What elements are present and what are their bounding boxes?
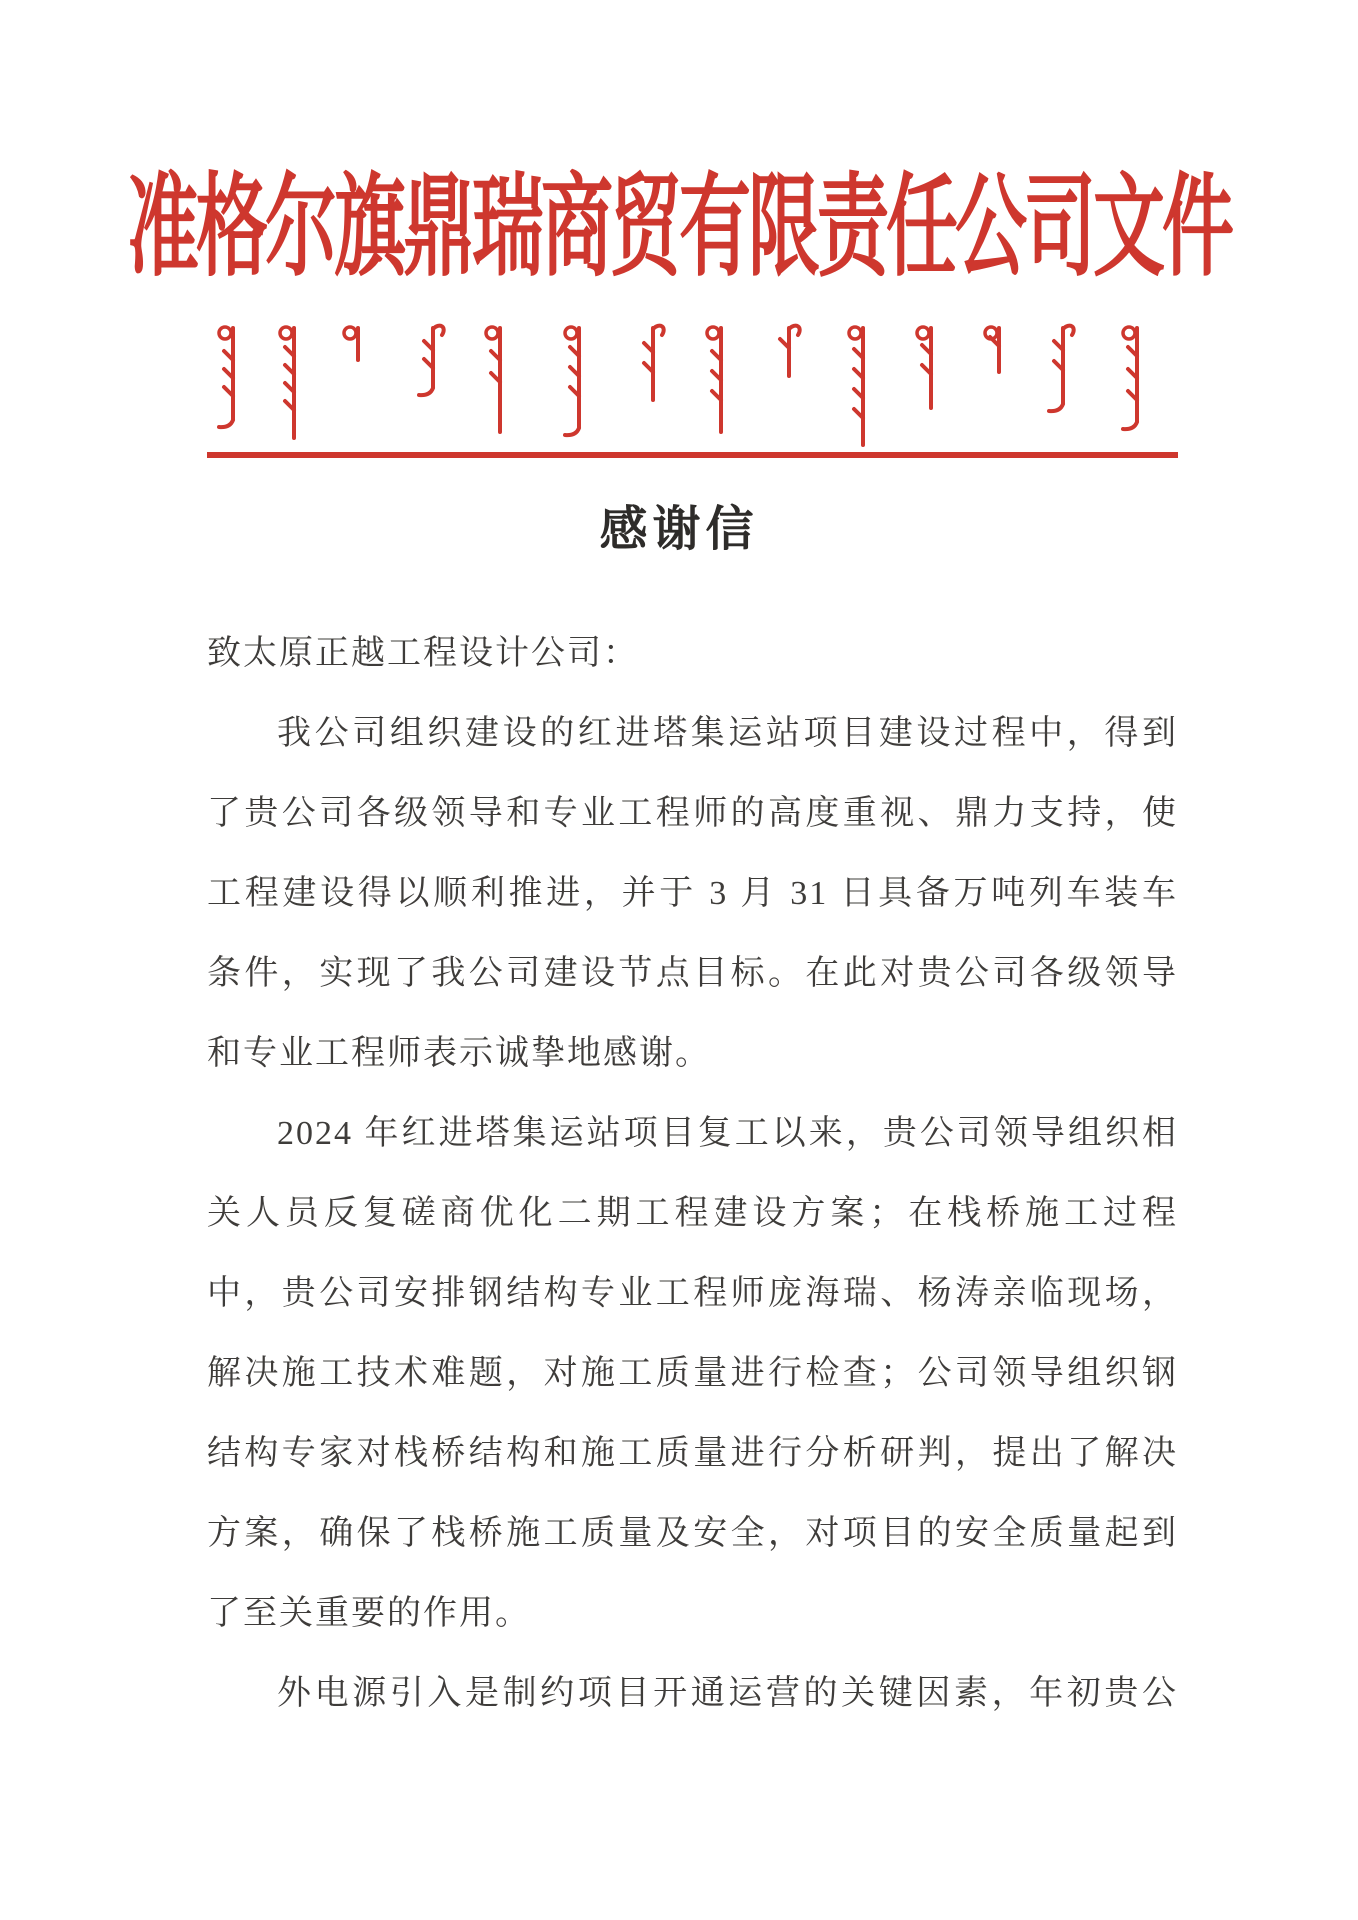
letterhead-org-title: 准格尔旗鼎瑞商贸有限责任公司文件 bbox=[126, 165, 1232, 290]
body-line: 2024 年红进塔集运站项目复工以来，贵公司领导组织相 bbox=[277, 1115, 1178, 1152]
body-line: 关人员反复磋商优化二期工程建设方案；在栈桥施工过程 bbox=[207, 1195, 1178, 1232]
body-line: 和专业工程师表示诚挚地感谢。 bbox=[207, 1035, 711, 1072]
mongolian-script-row bbox=[207, 320, 1178, 450]
body-line: 了贵公司各级领导和专业工程师的高度重视、鼎力支持，使 bbox=[207, 795, 1178, 832]
body-line: 解决施工技术难题，对施工质量进行检查；公司领导组织钢 bbox=[207, 1355, 1178, 1392]
body-line: 中，贵公司安排钢结构专业工程师庞海瑞、杨涛亲临现场， bbox=[207, 1275, 1178, 1312]
salutation-line: 致太原正越工程设计公司： bbox=[207, 635, 639, 672]
body-line: 工程建设得以顺利推进，并于 3 月 31 日具备万吨列车装车 bbox=[207, 875, 1178, 912]
body-line: 方案，确保了栈桥施工质量及安全，对项目的安全质量起到 bbox=[207, 1515, 1178, 1552]
document-title: 感谢信 bbox=[599, 503, 759, 556]
letter-body bbox=[207, 614, 1178, 1734]
letterhead-divider-rule bbox=[207, 452, 1178, 458]
body-line: 了至关重要的作用。 bbox=[207, 1595, 531, 1632]
body-line: 结构专家对栈桥结构和施工质量进行分析研判，提出了解决 bbox=[207, 1435, 1178, 1472]
body-line: 外电源引入是制约项目开通运营的关键因素，年初贵公 bbox=[277, 1675, 1178, 1712]
body-line: 我公司组织建设的红进塔集运站项目建设过程中，得到 bbox=[277, 715, 1178, 752]
body-line: 条件，实现了我公司建设节点目标。在此对贵公司各级领导 bbox=[207, 955, 1178, 992]
